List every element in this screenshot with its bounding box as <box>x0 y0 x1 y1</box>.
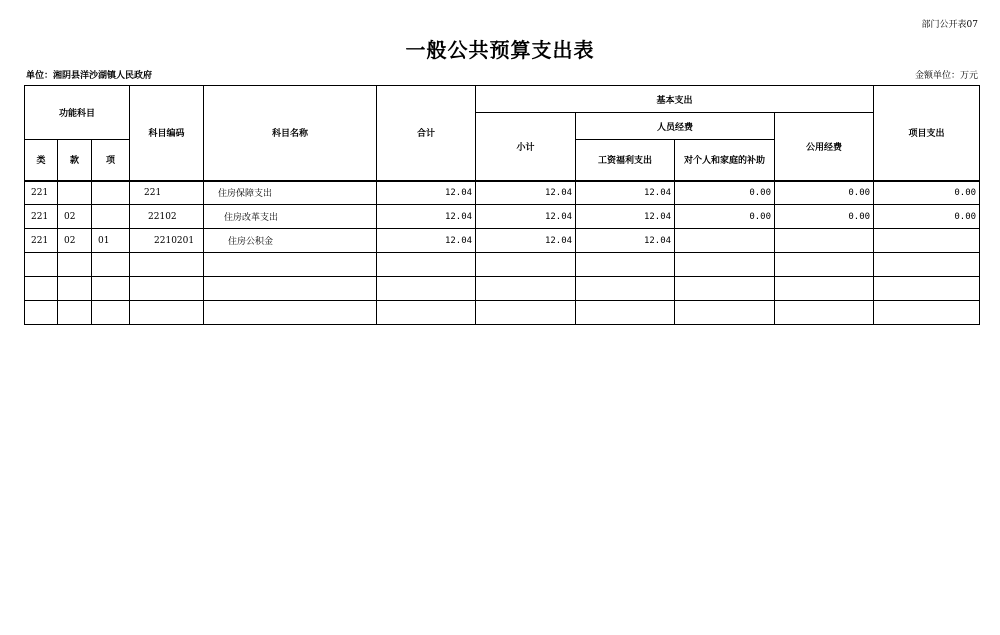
cell-lei <box>25 253 58 277</box>
table-row-empty <box>25 301 980 325</box>
cell-project <box>874 229 980 253</box>
cell-wages: 12.04 <box>576 181 675 205</box>
table-row <box>25 181 980 205</box>
cell-xiang <box>92 301 130 325</box>
cell-project: 0.00 <box>874 181 980 205</box>
table-row <box>25 229 980 253</box>
table-row-empty <box>25 253 980 277</box>
cell-lei: 221 <box>25 181 58 205</box>
header-personnel: 人员经费 <box>576 113 775 140</box>
amount-unit-label: 金额单位：万元 <box>914 71 978 81</box>
cell-xiang <box>92 205 130 229</box>
cell-kuan <box>58 301 92 325</box>
cell-subtotal <box>476 301 576 325</box>
header-lei: 类 <box>25 140 58 181</box>
cell-public <box>775 229 874 253</box>
cell-project <box>874 277 980 301</box>
cell-wages <box>576 277 675 301</box>
cell-subsidy <box>675 229 775 253</box>
cell-name <box>204 253 377 277</box>
cell-kuan <box>58 181 92 205</box>
cell-public <box>775 277 874 301</box>
cell-subtotal: 12.04 <box>476 181 576 205</box>
cell-subtotal: 12.04 <box>476 205 576 229</box>
form-code: 部门公开表07 <box>921 20 978 30</box>
cell-lei <box>25 277 58 301</box>
header-project: 项目支出 <box>874 86 980 181</box>
cell-kuan <box>58 253 92 277</box>
cell-xiang <box>92 181 130 205</box>
cell-kuan: 02 <box>58 205 92 229</box>
cell-lei: 221 <box>25 205 58 229</box>
table-row <box>25 205 980 229</box>
header-subject-name: 科目名称 <box>204 86 377 181</box>
cell-public <box>775 301 874 325</box>
header-subsidy: 对个人和家庭的补助 <box>675 140 775 181</box>
budget-table <box>24 85 980 325</box>
cell-subtotal: 12.04 <box>476 229 576 253</box>
cell-total <box>377 277 476 301</box>
cell-kuan: 02 <box>58 229 92 253</box>
cell-code <box>130 253 204 277</box>
cell-wages: 12.04 <box>576 205 675 229</box>
unit-label: 单位：湘阴县洋沙湖镇人民政府 <box>26 71 153 81</box>
cell-code: 221 <box>130 181 204 205</box>
cell-kuan <box>58 277 92 301</box>
header-func-subject: 功能科目 <box>25 86 130 140</box>
cell-xiang: 01 <box>92 229 130 253</box>
table-row-empty <box>25 277 980 301</box>
cell-project <box>874 301 980 325</box>
cell-name: 住房公积金 <box>204 229 377 253</box>
table-header <box>25 86 980 181</box>
cell-subsidy <box>675 253 775 277</box>
cell-code <box>130 301 204 325</box>
header-total: 合计 <box>377 86 476 181</box>
page-title: 一般公共预算支出表 <box>405 38 595 62</box>
cell-code: 22102 <box>130 205 204 229</box>
cell-total: 12.04 <box>377 205 476 229</box>
cell-subsidy <box>675 277 775 301</box>
cell-lei <box>25 301 58 325</box>
cell-public: 0.00 <box>775 181 874 205</box>
header-subtotal: 小计 <box>476 113 576 181</box>
cell-name: 住房保障支出 <box>204 181 377 205</box>
cell-xiang <box>92 277 130 301</box>
cell-code <box>130 277 204 301</box>
header-kuan: 款 <box>58 140 92 181</box>
cell-name <box>204 277 377 301</box>
header-wages: 工资福利支出 <box>576 140 675 181</box>
cell-project <box>874 253 980 277</box>
cell-subsidy <box>675 301 775 325</box>
cell-public <box>775 253 874 277</box>
cell-total: 12.04 <box>377 181 476 205</box>
header-xiang: 项 <box>92 140 130 181</box>
cell-subsidy: 0.00 <box>675 181 775 205</box>
cell-project: 0.00 <box>874 205 980 229</box>
cell-wages: 12.04 <box>576 229 675 253</box>
cell-subtotal <box>476 253 576 277</box>
cell-total: 12.04 <box>377 229 476 253</box>
cell-public: 0.00 <box>775 205 874 229</box>
cell-subsidy: 0.00 <box>675 205 775 229</box>
header-public: 公用经费 <box>775 113 874 181</box>
cell-lei: 221 <box>25 229 58 253</box>
cell-name: 住房改革支出 <box>204 205 377 229</box>
cell-subtotal <box>476 277 576 301</box>
header-basic: 基本支出 <box>476 86 874 113</box>
cell-wages <box>576 301 675 325</box>
cell-name <box>204 301 377 325</box>
cell-total <box>377 301 476 325</box>
cell-xiang <box>92 253 130 277</box>
cell-wages <box>576 253 675 277</box>
header-subject-code: 科目编码 <box>130 86 204 181</box>
cell-total <box>377 253 476 277</box>
cell-code: 2210201 <box>130 229 204 253</box>
